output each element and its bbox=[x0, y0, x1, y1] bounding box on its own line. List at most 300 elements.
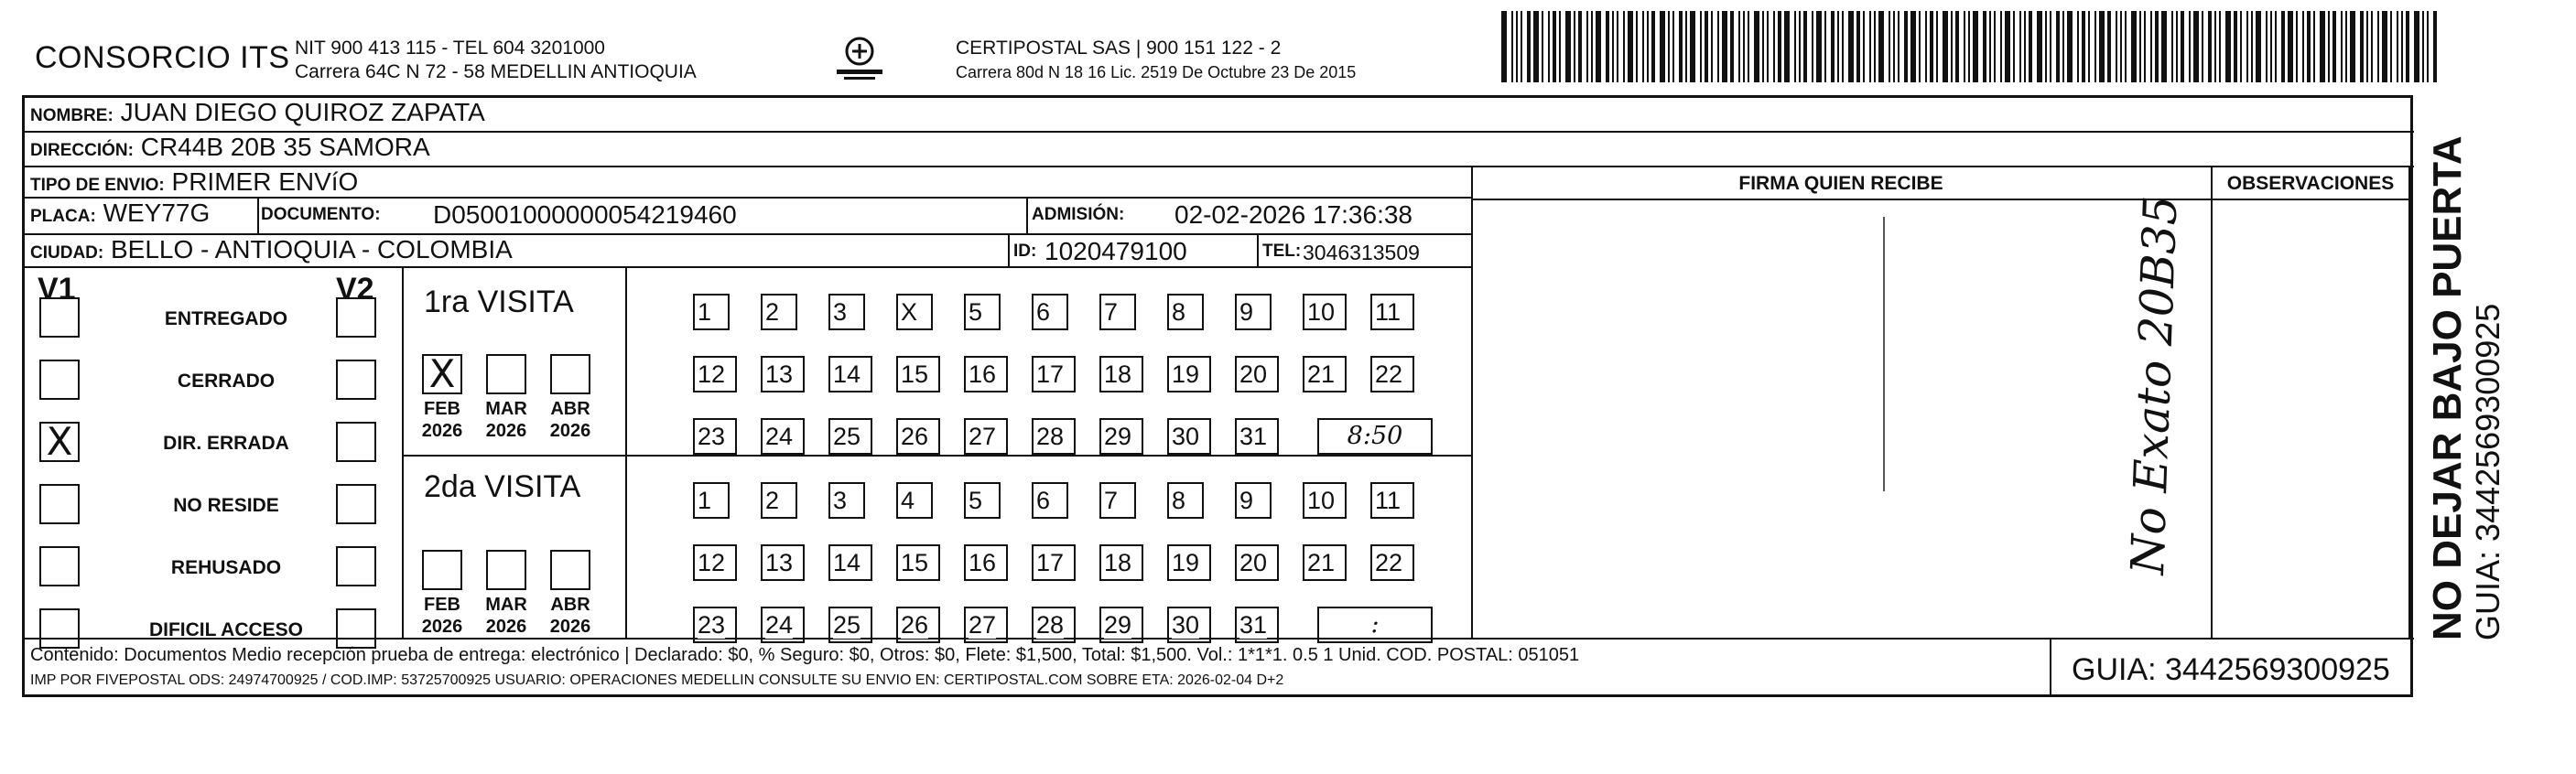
barcode-bar bbox=[1799, 11, 1801, 82]
barcode-bar bbox=[1925, 11, 1927, 82]
direccion-label: DIRECCIÓN: bbox=[30, 141, 134, 160]
barcode-bar bbox=[1578, 11, 1582, 82]
visit-time[interactable]: 8:50 bbox=[1317, 418, 1433, 455]
barcode-bar bbox=[1705, 11, 1708, 82]
v1-label: V1 bbox=[38, 272, 76, 306]
barcode-bar bbox=[1878, 11, 1884, 82]
barcode-bar bbox=[1754, 11, 1759, 82]
side-warning: NO DEJAR BAJO PUERTA bbox=[2425, 135, 2470, 640]
barcode-bar bbox=[1863, 11, 1865, 82]
admision-label: ADMISIÓN: bbox=[1032, 205, 1125, 224]
barcode-bar bbox=[1660, 11, 1665, 82]
day-box[interactable] bbox=[1370, 294, 1414, 330]
v1-checkbox[interactable] bbox=[39, 608, 80, 649]
barcode-bar bbox=[2189, 11, 2191, 82]
barcode-bar bbox=[2332, 11, 2336, 82]
barcode-bar bbox=[2371, 11, 2373, 82]
v2-checkbox[interactable] bbox=[336, 422, 376, 462]
barcode-bar bbox=[1612, 11, 1614, 82]
day-number: 13 bbox=[765, 360, 794, 388]
barcode-bar bbox=[1943, 11, 1948, 82]
barcode-bar bbox=[2013, 11, 2015, 82]
tipo-value: PRIMER ENVíO bbox=[171, 167, 359, 196]
id-label: ID: bbox=[1013, 242, 1037, 261]
shipping-form bbox=[22, 95, 2413, 697]
barcode-bar bbox=[2401, 11, 2403, 82]
barcode-bar bbox=[2214, 11, 2216, 82]
certipostal-logo bbox=[833, 35, 886, 84]
day-box[interactable] bbox=[964, 607, 1008, 643]
day-number: 16 bbox=[969, 549, 997, 576]
barcode-bar bbox=[1700, 11, 1702, 82]
barcode-bar bbox=[2150, 11, 2152, 82]
first-visit-title: 1ra VISITA bbox=[424, 285, 574, 319]
day-number: 21 bbox=[1307, 360, 1336, 388]
barcode-bar bbox=[2341, 11, 2343, 82]
direccion-row bbox=[25, 133, 2414, 167]
direccion-value: CR44B 20B 35 SAMORA bbox=[140, 133, 430, 161]
day-box[interactable] bbox=[1303, 356, 1347, 392]
month-checkbox[interactable]: X bbox=[422, 354, 462, 394]
day-number: 4 bbox=[901, 487, 915, 514]
month-checkbox[interactable] bbox=[486, 550, 526, 590]
day-number: 24 bbox=[765, 611, 794, 639]
day-number: 6 bbox=[1036, 487, 1051, 514]
day-box[interactable] bbox=[1167, 544, 1211, 581]
barcode-bar bbox=[2307, 11, 2311, 82]
status-label: ENTREGADO bbox=[164, 308, 288, 329]
barcode-bar bbox=[1898, 11, 1900, 82]
barcode-bar bbox=[2155, 11, 2159, 82]
barcode-bar bbox=[1642, 11, 1644, 82]
barcode-bar bbox=[2005, 11, 2010, 82]
footer-line1: Contenido: Documentos Medio recepción prueba de entrega: electrónico | Declarado: $0, % Seguro: $0, Otros: $0, Flete: $1,500, Total: $1,500. Vol.: 1*1*1. 0.5 1 Unid. COD. POSTAL: 051051 bbox=[30, 645, 1580, 665]
barcode-bar bbox=[1574, 11, 1575, 82]
day-number: 26 bbox=[901, 423, 929, 450]
day-box[interactable] bbox=[1370, 356, 1414, 392]
day-number: 23 bbox=[698, 423, 726, 450]
v2-checkbox[interactable] bbox=[336, 297, 376, 338]
barcode-bar bbox=[1964, 11, 1965, 82]
day-number: 9 bbox=[1239, 298, 1254, 326]
day-box[interactable] bbox=[964, 356, 1008, 392]
barcode-bar bbox=[1889, 11, 1890, 82]
day-box[interactable] bbox=[1167, 356, 1211, 392]
day-box[interactable] bbox=[1032, 418, 1076, 455]
day-box[interactable] bbox=[964, 294, 1001, 330]
barcode-bar bbox=[2193, 11, 2199, 82]
day-box[interactable] bbox=[761, 482, 797, 519]
barcode-bar bbox=[2382, 11, 2387, 82]
v1-checkbox[interactable] bbox=[39, 297, 80, 338]
address-line: Carrera 64C N 72 - 58 MEDELLIN ANTIOQUIA bbox=[295, 61, 697, 82]
day-box[interactable] bbox=[1032, 607, 1076, 643]
barcode-bar bbox=[1717, 11, 1719, 82]
barcode-bar bbox=[1628, 11, 1633, 82]
status-label: NO RESIDE bbox=[173, 495, 279, 516]
barcode-bar bbox=[2422, 11, 2424, 82]
day-box[interactable] bbox=[1099, 294, 1136, 330]
barcode-bar bbox=[1773, 11, 1775, 82]
year-label: 2026 bbox=[549, 617, 591, 637]
barcode-bar bbox=[1606, 11, 1609, 82]
barcode-bar bbox=[1848, 11, 1854, 82]
day-number: 5 bbox=[969, 298, 983, 326]
barcode-bar bbox=[2116, 11, 2117, 82]
day-number: 20 bbox=[1239, 549, 1268, 576]
day-number: 31 bbox=[1239, 423, 1268, 450]
day-number: 25 bbox=[833, 423, 861, 450]
day-number: 9 bbox=[1239, 487, 1254, 514]
barcode-bar bbox=[2202, 11, 2203, 82]
barcode-bar bbox=[1856, 11, 1860, 82]
day-number: 17 bbox=[1036, 360, 1065, 388]
barcode-bar bbox=[1837, 11, 1839, 82]
barcode-bar bbox=[1748, 11, 1749, 82]
barcode-bar bbox=[1743, 11, 1745, 82]
year-label: 2026 bbox=[421, 421, 463, 441]
day-box[interactable] bbox=[1032, 482, 1068, 519]
day-number: 11 bbox=[1375, 298, 1402, 326]
barcode-bar bbox=[2139, 11, 2141, 82]
barcode-bar bbox=[2067, 11, 2073, 82]
barcode-bar bbox=[2266, 11, 2268, 82]
barcode-bar bbox=[1778, 11, 1781, 82]
carrier-line: CERTIPOSTAL SAS | 900 151 122 - 2 bbox=[956, 38, 1282, 59]
day-box[interactable] bbox=[1303, 544, 1347, 581]
day-box[interactable] bbox=[1235, 294, 1272, 330]
day-box[interactable] bbox=[761, 544, 805, 581]
v2-checkbox[interactable] bbox=[336, 360, 376, 400]
day-number: 28 bbox=[1036, 423, 1065, 450]
barcode-bar bbox=[2037, 11, 2042, 82]
year-label: 2026 bbox=[485, 421, 527, 441]
barcode-bar bbox=[2234, 11, 2237, 82]
barcode-bar bbox=[1784, 11, 1790, 82]
barcode-bar bbox=[1869, 11, 1871, 82]
day-number: 10 bbox=[1307, 298, 1336, 326]
day-number: 8 bbox=[1172, 487, 1186, 514]
day-number: 15 bbox=[901, 360, 929, 388]
barcode-bar bbox=[1936, 11, 1938, 82]
barcode-bar bbox=[2181, 11, 2184, 82]
barcode-bar bbox=[1910, 11, 1916, 82]
day-number: 27 bbox=[969, 611, 997, 639]
month-checkbox[interactable] bbox=[550, 354, 590, 394]
barcode-bar bbox=[2414, 11, 2419, 82]
barcode-bar bbox=[1636, 11, 1638, 82]
day-box[interactable] bbox=[964, 482, 1001, 519]
barcode bbox=[1501, 11, 2440, 82]
month-label: ABR bbox=[550, 399, 590, 419]
barcode-bar bbox=[2427, 11, 2429, 82]
day-box[interactable] bbox=[896, 294, 933, 330]
barcode-bar bbox=[2082, 11, 2085, 82]
barcode-bar bbox=[1816, 11, 1822, 82]
day-number: 30 bbox=[1172, 423, 1200, 450]
month-checkbox[interactable] bbox=[486, 354, 526, 394]
day-box[interactable] bbox=[828, 356, 872, 392]
tel-value: 3046313509 bbox=[1303, 241, 1420, 264]
barcode-bar bbox=[2345, 11, 2347, 82]
day-box[interactable] bbox=[828, 607, 872, 643]
day-box[interactable] bbox=[1167, 607, 1211, 643]
barcode-bar bbox=[2246, 11, 2248, 82]
barcode-bar bbox=[1651, 11, 1655, 82]
day-box[interactable] bbox=[693, 544, 737, 581]
barcode-bar bbox=[1951, 11, 1953, 82]
barcode-bar bbox=[2350, 11, 2355, 82]
month-label: MAR bbox=[485, 399, 527, 419]
day-number: 27 bbox=[969, 423, 997, 450]
day-box[interactable] bbox=[828, 294, 865, 330]
barcode-bar bbox=[2219, 11, 2221, 82]
barcode-bar bbox=[2406, 11, 2409, 82]
day-box[interactable] bbox=[1167, 418, 1211, 455]
barcode-bar bbox=[1831, 11, 1835, 82]
barcode-bar bbox=[2366, 11, 2368, 82]
day-box[interactable] bbox=[896, 418, 940, 455]
barcode-bar bbox=[1672, 11, 1674, 82]
v1-checkbox[interactable] bbox=[39, 546, 80, 586]
day-number: 8 bbox=[1172, 298, 1186, 326]
day-number: 22 bbox=[1375, 360, 1403, 388]
barcode-bar bbox=[1511, 11, 1513, 82]
barcode-bar bbox=[1989, 11, 1991, 82]
day-number: 25 bbox=[833, 611, 861, 639]
day-number: 18 bbox=[1104, 549, 1132, 576]
barcode-bar bbox=[2256, 11, 2261, 82]
day-number: 3 bbox=[833, 298, 848, 326]
day-box[interactable] bbox=[1032, 544, 1076, 581]
day-box[interactable] bbox=[828, 418, 872, 455]
day-box[interactable] bbox=[1235, 482, 1272, 519]
day-number: 30 bbox=[1172, 611, 1200, 639]
barcode-bar bbox=[1521, 11, 1522, 82]
day-number: 15 bbox=[901, 549, 929, 576]
nombre-row bbox=[25, 98, 2414, 133]
barcode-bar bbox=[2397, 11, 2398, 82]
status-label: CERRADO bbox=[177, 371, 276, 392]
month-checkbox[interactable] bbox=[422, 550, 462, 590]
barcode-bar bbox=[2313, 11, 2315, 82]
day-box[interactable] bbox=[896, 356, 940, 392]
day-number: 18 bbox=[1104, 360, 1132, 388]
day-number: 1 bbox=[698, 487, 712, 514]
barcode-bar bbox=[2019, 11, 2021, 82]
barcode-bar bbox=[1690, 11, 1695, 82]
day-box[interactable] bbox=[693, 418, 737, 455]
day-box[interactable] bbox=[1099, 356, 1143, 392]
firma-header: FIRMA QUIEN RECIBE bbox=[1738, 173, 1943, 194]
day-number: 19 bbox=[1172, 549, 1200, 576]
barcode-bar bbox=[1738, 11, 1740, 82]
day-box[interactable] bbox=[828, 482, 865, 519]
day-box[interactable] bbox=[1235, 607, 1279, 643]
company-name: CONSORCIO ITS bbox=[35, 40, 290, 75]
barcode-bar bbox=[1679, 11, 1683, 82]
documento-value: D05001000000054219460 bbox=[433, 200, 737, 229]
barcode-bar bbox=[1711, 11, 1713, 82]
ciudad-row bbox=[25, 235, 1471, 268]
day-box[interactable] bbox=[693, 294, 730, 330]
barcode-bar bbox=[2275, 11, 2277, 82]
day-number: 10 bbox=[1307, 487, 1336, 514]
v2-label: V2 bbox=[336, 272, 374, 306]
company-info bbox=[295, 37, 697, 84]
visit-time[interactable]: : bbox=[1317, 607, 1433, 643]
day-number: 20 bbox=[1239, 360, 1268, 388]
day-box[interactable] bbox=[693, 607, 737, 643]
day-box[interactable] bbox=[1235, 544, 1279, 581]
barcode-bar bbox=[1647, 11, 1649, 82]
day-box[interactable] bbox=[693, 356, 737, 392]
day-number: 22 bbox=[1375, 549, 1403, 576]
day-box[interactable] bbox=[761, 356, 805, 392]
day-number: 13 bbox=[765, 549, 794, 576]
tipo-label: TIPO DE ENVIO: bbox=[30, 176, 165, 195]
tipo-row bbox=[25, 167, 1471, 199]
day-number: 26 bbox=[901, 611, 929, 639]
v1-checkbox[interactable] bbox=[39, 484, 80, 524]
month-checkbox[interactable] bbox=[550, 550, 590, 590]
barcode-bar bbox=[2050, 11, 2051, 82]
barcode-bar bbox=[1824, 11, 1826, 82]
barcode-bar bbox=[1533, 11, 1539, 82]
barcode-bar bbox=[1842, 11, 1844, 82]
license-line: Carrera 80d N 18 16 Lic. 2519 De Octubre 23 De 2015 bbox=[956, 63, 1357, 81]
day-number: X bbox=[901, 298, 918, 326]
day-box[interactable] bbox=[1099, 544, 1143, 581]
barcode-bar bbox=[1623, 11, 1625, 82]
footer-line2: IMP POR FIVEPOSTAL ODS: 24974700925 / COD.IMP: 53725700925 USUARIO: OPERACIONES MEDELLIN CONSULTE SU ENVIO EN: CERTIPOSTAL.COM SOBRE ETA: 2026-02-04 D+2 bbox=[30, 672, 1284, 688]
barcode-bar bbox=[1904, 11, 1908, 82]
nombre-label: NOMBRE: bbox=[30, 106, 114, 125]
barcode-bar bbox=[2094, 11, 2096, 82]
barcode-bar bbox=[2390, 11, 2392, 82]
day-box[interactable] bbox=[1099, 418, 1143, 455]
barcode-bar bbox=[2208, 11, 2212, 82]
status-label: REHUSADO bbox=[170, 557, 282, 578]
barcode-bar bbox=[2029, 11, 2032, 82]
second-visit-title: 2da VISITA bbox=[424, 469, 581, 504]
day-number: 14 bbox=[833, 360, 861, 388]
day-number: 16 bbox=[969, 360, 997, 388]
barcode-bar bbox=[1803, 11, 1807, 82]
barcode-bar bbox=[1542, 11, 1543, 82]
day-number: 11 bbox=[1375, 487, 1402, 514]
nit-line: NIT 900 413 115 - TEL 604 3201000 bbox=[295, 38, 605, 59]
day-box[interactable] bbox=[1370, 482, 1414, 519]
day-box[interactable] bbox=[1235, 356, 1279, 392]
year-label: 2026 bbox=[421, 617, 463, 637]
v1-checkbox[interactable] bbox=[39, 360, 80, 400]
barcode-bar bbox=[2240, 11, 2242, 82]
barcode-bar bbox=[1722, 11, 1727, 82]
admision-value: 02-02-2026 17:36:38 bbox=[1174, 200, 1412, 229]
day-box[interactable] bbox=[964, 544, 1008, 581]
year-label: 2026 bbox=[549, 421, 591, 441]
barcode-bar bbox=[1565, 11, 1571, 82]
day-box[interactable] bbox=[1032, 356, 1076, 392]
day-number: 28 bbox=[1036, 611, 1065, 639]
day-number: 24 bbox=[765, 423, 794, 450]
barcode-bar bbox=[2328, 11, 2330, 82]
v2-checkbox[interactable] bbox=[336, 484, 376, 524]
v1-checkbox[interactable]: X bbox=[39, 422, 80, 462]
barcode-bar bbox=[2433, 11, 2437, 82]
barcode-bar bbox=[2099, 11, 2105, 82]
day-box[interactable] bbox=[1032, 294, 1068, 330]
barcode-bar bbox=[2131, 11, 2137, 82]
barcode-bar bbox=[2281, 11, 2285, 82]
month-label: MAR bbox=[485, 595, 527, 615]
nombre-value: JUAN DIEGO QUIROZ ZAPATA bbox=[120, 98, 485, 126]
day-number: 19 bbox=[1172, 360, 1200, 388]
barcode-bar bbox=[2045, 11, 2047, 82]
day-box[interactable] bbox=[1167, 482, 1204, 519]
barcode-bar bbox=[1516, 11, 1518, 82]
v2-checkbox[interactable] bbox=[336, 608, 376, 649]
barcode-bar bbox=[1668, 11, 1670, 82]
day-number: 2 bbox=[765, 487, 780, 514]
day-box[interactable] bbox=[896, 482, 933, 519]
month-label: ABR bbox=[550, 595, 590, 615]
day-number: 29 bbox=[1104, 611, 1132, 639]
day-box[interactable] bbox=[693, 482, 730, 519]
month-label: FEB bbox=[424, 399, 460, 419]
v2-checkbox[interactable] bbox=[336, 546, 376, 586]
status-label: DIFICIL ACCESO bbox=[148, 619, 303, 640]
day-box[interactable] bbox=[1099, 607, 1143, 643]
documento-label: DOCUMENTO: bbox=[261, 205, 381, 224]
barcode-bar bbox=[1812, 11, 1813, 82]
day-box[interactable] bbox=[1370, 544, 1414, 581]
day-number: 17 bbox=[1036, 549, 1065, 576]
day-box[interactable] bbox=[1303, 482, 1347, 519]
barcode-bar bbox=[1501, 11, 1507, 82]
day-box[interactable] bbox=[964, 418, 1008, 455]
day-box[interactable] bbox=[1167, 294, 1204, 330]
day-box[interactable] bbox=[1099, 482, 1136, 519]
day-box[interactable] bbox=[896, 607, 940, 643]
barcode-bar bbox=[2088, 11, 2090, 82]
barcode-bar bbox=[1893, 11, 1895, 82]
footer-guia: GUIA: 3442569300925 bbox=[2072, 652, 2390, 687]
placa-value: WEY77G bbox=[103, 199, 211, 227]
barcode-bar bbox=[2176, 11, 2178, 82]
day-box[interactable] bbox=[896, 544, 940, 581]
day-number: 12 bbox=[698, 549, 726, 576]
day-box[interactable] bbox=[761, 607, 805, 643]
barcode-bar bbox=[1919, 11, 1921, 82]
day-number: 2 bbox=[765, 298, 780, 326]
id-value: 1020479100 bbox=[1044, 237, 1187, 265]
signature-stroke bbox=[1883, 217, 1885, 491]
day-box[interactable] bbox=[1303, 294, 1347, 330]
day-number: 12 bbox=[698, 360, 726, 388]
barcode-bar bbox=[1994, 11, 1996, 82]
barcode-bar bbox=[1973, 11, 1978, 82]
day-box[interactable] bbox=[1235, 418, 1279, 455]
barcode-bar bbox=[2360, 11, 2364, 82]
day-box[interactable] bbox=[761, 418, 805, 455]
day-number: 23 bbox=[698, 611, 726, 639]
day-box[interactable] bbox=[828, 544, 872, 581]
day-box[interactable] bbox=[761, 294, 797, 330]
day-number: 3 bbox=[833, 487, 848, 514]
observaciones-header: OBSERVACIONES bbox=[2226, 173, 2395, 194]
